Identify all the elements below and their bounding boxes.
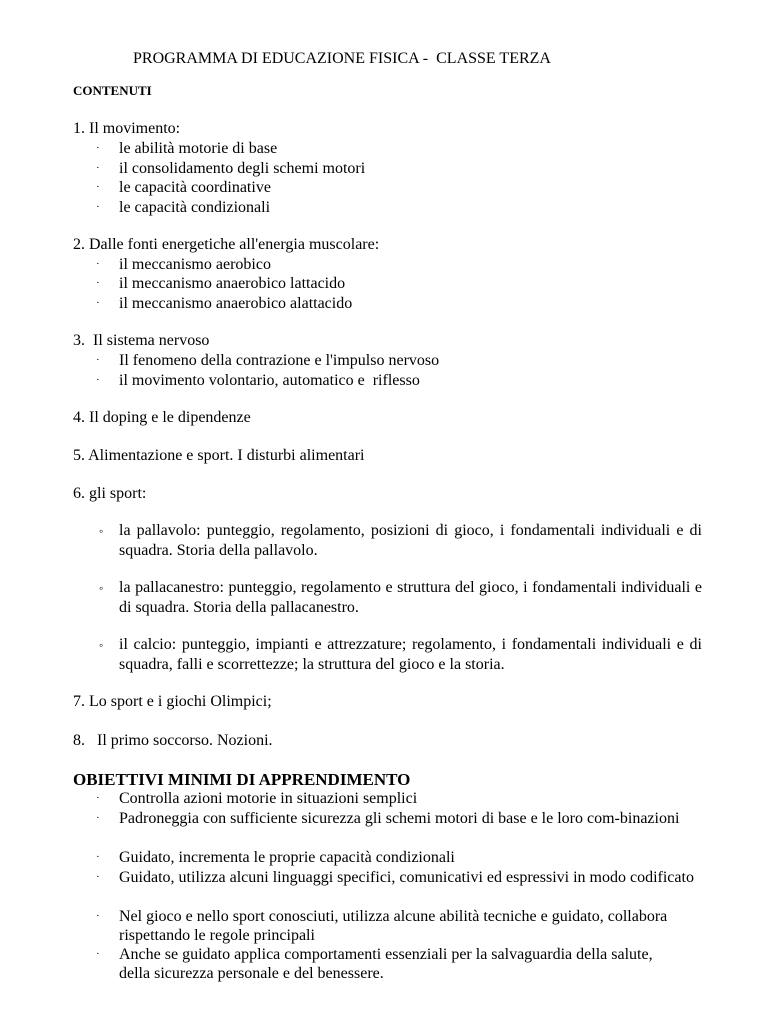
obiettivo-item: Guidato, utilizza alcuni linguaggi specifici, comunicativi ed espressivi in modo codificato xyxy=(119,869,694,886)
bullet-icon: · xyxy=(96,792,100,804)
section-2-item: il meccanismo anaerobico alattacido xyxy=(119,295,353,312)
section-1-heading: 1. Il movimento: xyxy=(73,120,181,137)
obiettivo-item: Padroneggia con sufficiente sicurezza gli schemi motori di base e le loro com-binazioni xyxy=(119,810,680,827)
section-1-item: le capacità condizionali xyxy=(119,199,271,216)
section-3-item: il movimento volontario, automatico e riflesso xyxy=(119,372,420,389)
contenuti-heading: CONTENUTI xyxy=(73,83,152,98)
obiettivo-item: Controlla azioni motorie in situazioni semplici xyxy=(119,790,418,807)
bullet-icon: · xyxy=(96,277,100,289)
obiettivo-item: Nel gioco e nello sport conosciuti, utilizza alcune abilità tecniche e guidato, collabora rispettando le regole principali xyxy=(119,908,668,944)
circle-bullet-icon: ◦ xyxy=(99,581,104,595)
bullet-icon: · xyxy=(96,181,100,193)
section-1-item: il consolidamento degli schemi motori xyxy=(119,160,366,177)
circle-bullet-icon: ◦ xyxy=(99,524,104,538)
section-7-heading: 7. Lo sport e i giochi Olimpici; xyxy=(73,693,272,710)
section-4-heading: 4. Il doping e le dipendenze xyxy=(73,409,251,426)
bullet-icon: · xyxy=(96,354,100,366)
document-title: PROGRAMMA DI EDUCAZIONE FISICA - CLASSE TERZA xyxy=(133,50,551,67)
section-3-item: Il fenomeno della contrazione e l'impulso nervoso xyxy=(119,352,440,369)
obiettivo-item: Anche se guidato applica comportamenti essenziali per la salvaguardia della salute, della sicurezza personale e del benessere. xyxy=(119,946,653,982)
section-3-heading: 3. Il sistema nervoso xyxy=(73,332,210,349)
bullet-icon: · xyxy=(96,812,100,824)
section-2-heading: 2. Dalle fonti energetiche all'energia muscolare: xyxy=(73,236,380,253)
bullet-icon: · xyxy=(96,162,100,174)
sport-item-pallavolo: la pallavolo: punteggio, regolamento, posizioni di gioco, i fondamentali individuali e di squadra. Storia della pallavolo. xyxy=(119,522,702,559)
obiettivo-item: Guidato, incrementa le proprie capacità condizionali xyxy=(119,849,455,866)
bullet-icon: · xyxy=(96,871,100,883)
circle-bullet-icon: ◦ xyxy=(99,638,104,652)
section-2-item: il meccanismo anaerobico lattacido xyxy=(119,275,346,292)
bullet-icon: · xyxy=(96,297,100,309)
section-6-heading: 6. gli sport: xyxy=(73,485,147,502)
bullet-icon: · xyxy=(96,258,100,270)
bullet-icon: · xyxy=(96,142,100,154)
section-1-item: le capacità coordinative xyxy=(119,179,271,196)
section-5-heading: 5. Alimentazione e sport. I disturbi alimentari xyxy=(73,447,365,464)
bullet-icon: · xyxy=(96,851,100,863)
bullet-icon: · xyxy=(96,910,100,922)
sport-item-calcio: il calcio: punteggio, impianti e attrezzature; regolamento, i fondamentali individuali e di squadra, falli e scorrettezze; la struttura del gioco e la storia. xyxy=(119,636,702,673)
bullet-icon: · xyxy=(96,201,100,213)
sport-item-pallacanestro: la pallacanestro: punteggio, regolamento e struttura del gioco, i fondamentali individuali e di squadra. Storia della pallacanestro. xyxy=(119,579,702,616)
section-8-heading: 8. Il primo soccorso. Nozioni. xyxy=(73,732,273,749)
bullet-icon: · xyxy=(96,948,100,960)
bullet-icon: · xyxy=(96,374,100,386)
section-1-item: le abilità motorie di base xyxy=(119,140,278,157)
obiettivi-heading: OBIETTIVI MINIMI DI APPRENDIMENTO xyxy=(73,770,411,789)
section-2-item: il meccanismo aerobico xyxy=(119,256,271,273)
